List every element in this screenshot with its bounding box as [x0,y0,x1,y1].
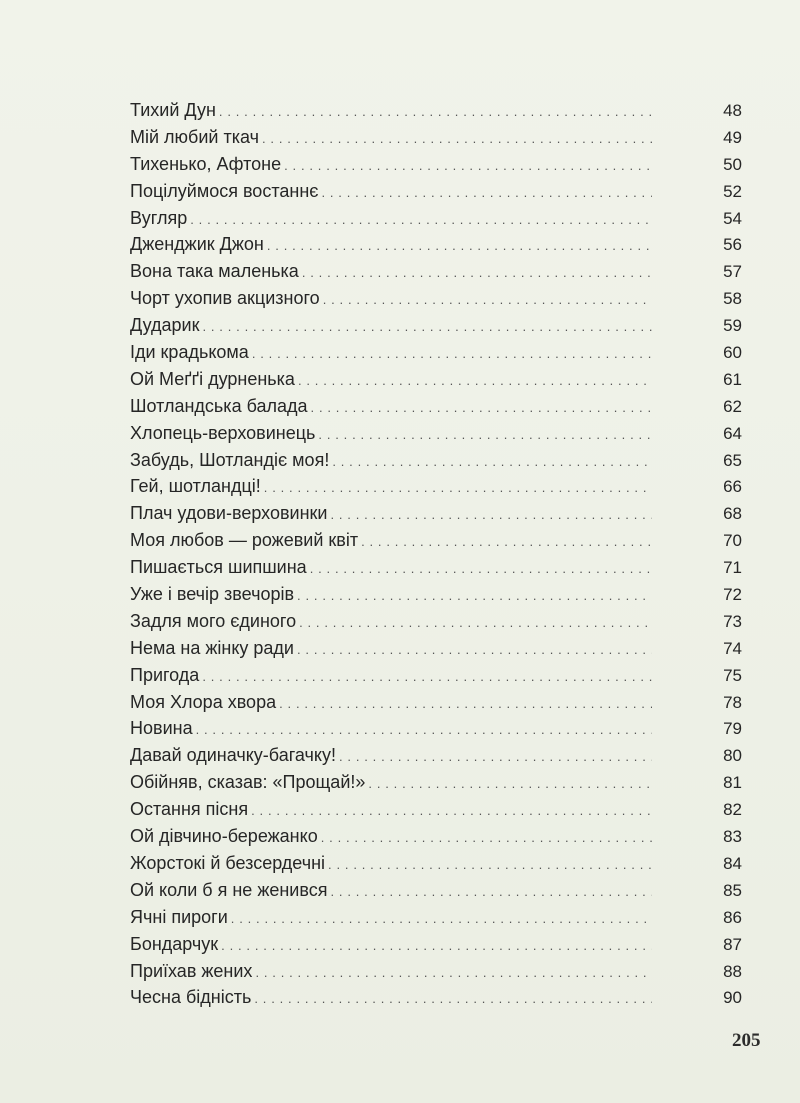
toc-entry-title: Моя любов — рожевий квіт [130,530,359,551]
table-of-contents [130,97,742,1011]
toc-entry-page: 65 [723,450,742,470]
dot-leader [251,798,652,825]
toc-entry-page: 59 [723,316,742,336]
toc-entry-title: Поцілуймося востаннє [130,180,319,201]
dot-leader [368,771,652,798]
toc-entry-title: Новина [130,718,193,739]
dot-leader [262,126,652,153]
dot-leader [321,825,652,852]
toc-entry-title: Хлопець-верховинець [130,422,316,443]
toc-entry-page: 70 [723,531,742,551]
dot-leader [267,233,652,260]
toc-entry-page: 49 [723,127,742,147]
toc-entry [130,581,742,608]
dot-leader [202,664,652,691]
toc-entry-title: Тихенько, Афтоне [130,153,282,174]
toc-entry-page: 90 [723,988,742,1008]
toc-entry [130,742,742,769]
toc-entry-title: Дженджик Джон [130,234,264,255]
dot-leader [264,475,652,502]
toc-entry-title: Шотландська балада [130,395,308,416]
toc-entry-page: 61 [723,369,742,389]
toc-entry [130,823,742,850]
toc-entry-title: Плач удови-верховинки [130,503,328,524]
toc-entry-title: Ой коли б я не женився [130,879,328,900]
toc-entry-page: 57 [723,262,742,282]
toc-entry [130,393,742,420]
toc-entry-title: Пригода [130,664,200,685]
toc-entry [130,366,742,393]
toc-entry [130,931,742,958]
toc-entry [130,447,742,474]
toc-entry [130,608,742,635]
dot-leader [297,637,652,664]
toc-entry-page: 58 [723,289,742,309]
page-number: 205 [732,1030,761,1051]
toc-entry-title: Чесна бідність [130,987,252,1008]
toc-entry-page: 60 [723,343,742,363]
toc-entry-page: 82 [723,800,742,820]
dot-leader [310,556,652,583]
toc-entry [130,769,742,796]
dot-leader [361,529,652,556]
toc-entry-title: Вона така маленька [130,261,299,282]
toc-entry-page: 48 [723,101,742,120]
toc-entry [130,958,742,985]
toc-entry [130,527,742,554]
toc-entry-page: 54 [723,208,742,228]
toc-entry-title: Остання пісня [130,799,249,820]
toc-entry-title: Моя Хлора хвора [130,691,277,712]
toc-entry-page: 68 [723,504,742,524]
toc-entry-page: 73 [723,611,742,631]
toc-entry-title: Чорт ухопив акцизного [130,288,320,309]
toc-entry-page: 74 [723,638,742,658]
toc-entry-page: 66 [723,477,742,497]
dot-leader [219,99,652,126]
toc-entry [130,850,742,877]
toc-entry [130,97,742,124]
dot-leader [311,395,652,422]
toc-entry-title: Бондарчук [130,933,219,954]
toc-entry-page: 62 [723,396,742,416]
toc-entry-page: 84 [723,853,742,873]
toc-entry [130,178,742,205]
dot-leader [330,879,652,906]
toc-entry-page: 50 [723,154,742,174]
dot-leader [297,583,652,610]
toc-entry-title: Мій любий ткач [130,126,259,147]
toc-entry-page: 80 [723,746,742,766]
dot-leader [202,314,652,341]
toc-entry-page: 64 [723,423,742,443]
toc-entry-page: 81 [723,773,742,793]
toc-entry [130,500,742,527]
toc-entry [130,796,742,823]
toc-entry-title: Обійняв, сказав: «Прощай!» [130,772,366,793]
dot-leader [302,260,652,287]
toc-entry-title: Давай одиначку-багачку! [130,745,336,766]
dot-leader [318,422,652,449]
toc-entry-page: 87 [723,934,742,954]
toc-entry [130,339,742,366]
toc-entry [130,984,742,1011]
toc-entry-page: 85 [723,880,742,900]
toc-entry-page: 56 [723,235,742,255]
toc-entry-title: Тихий Дун [130,100,216,120]
toc-entry [130,420,742,447]
dot-leader [221,933,652,960]
toc-entry [130,205,742,232]
dot-leader [255,960,652,987]
dot-leader [196,717,652,744]
toc-entry-title: Гей, шотландці! [130,476,261,497]
dot-leader [279,691,652,718]
toc-entry-title: Приїхав жених [130,960,253,981]
toc-entry-page: 83 [723,827,742,847]
toc-entry [130,124,742,151]
toc-entry-title: Ой дівчино-бережанко [130,826,318,847]
toc-entry [130,689,742,716]
toc-entry [130,151,742,178]
dot-leader [330,502,652,529]
toc-entry-page: 72 [723,585,742,605]
toc-entry [130,715,742,742]
toc-entry-title: Уже і вечір звечорів [130,584,295,605]
toc-entry [130,904,742,931]
toc-entry-title: Ячні пироги [130,906,228,927]
toc-entry-page: 79 [723,719,742,739]
dot-leader [298,368,652,395]
dot-leader [339,744,652,771]
toc-entry [130,877,742,904]
toc-entry-page: 78 [723,692,742,712]
toc-entry-page: 88 [723,961,742,981]
toc-entry-page: 52 [723,181,742,201]
dot-leader [284,153,652,180]
dot-leader [231,906,652,933]
dot-leader [299,610,652,637]
toc-entry [130,662,742,689]
toc-entry-page: 86 [723,907,742,927]
dot-leader [328,852,652,879]
dot-leader [252,341,652,368]
dot-leader [323,287,652,314]
toc-entry-title: Забудь, Шотландіє моя! [130,449,330,470]
toc-entry-title: Ой Меґґі дурненька [130,368,295,389]
dot-leader [190,207,652,234]
toc-entry [130,258,742,285]
toc-entry [130,554,742,581]
toc-entry-page: 71 [723,558,742,578]
toc-entry-title: Дударик [130,315,200,336]
toc-entry-title: Іди крадькома [130,342,249,363]
dot-leader [332,449,652,476]
toc-entry [130,231,742,258]
dot-leader [254,986,652,1013]
toc-entry-title: Жорстокі й безсердечні [130,852,326,873]
toc-entry-title: Пишається шипшина [130,557,307,578]
toc-entry-title: Задля мого єдиного [130,610,297,631]
toc-entry-title: Нема на жінку ради [130,637,294,658]
toc-entry [130,473,742,500]
toc-entry-title: Вугляр [130,207,188,228]
toc-entry [130,285,742,312]
toc-entry-page: 75 [723,665,742,685]
toc-entry [130,312,742,339]
dot-leader [321,180,652,207]
toc-entry [130,635,742,662]
